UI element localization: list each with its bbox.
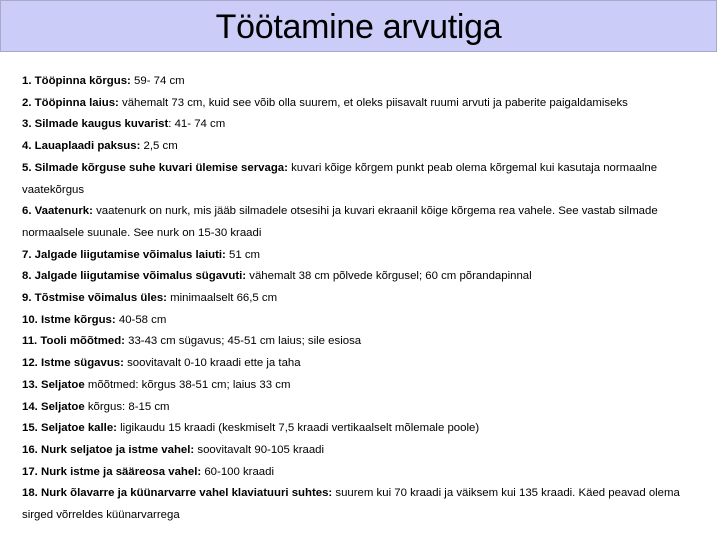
list-item: [22, 288, 708, 310]
item-text: vähemalt 73 cm, kuid see võib olla suurem, et oleks piisavalt ruumi arvuti ja paberite paigaldamiseks: [118, 96, 628, 109]
list-item: [22, 418, 708, 440]
item-text: mõõtmed: kõrgus 38-51 cm; laius 33 cm: [84, 378, 291, 391]
list-item: [22, 353, 708, 375]
item-label: 2. Tööpinna laius:: [22, 96, 119, 109]
item-label: 16. Nurk seljatoe ja istme vahel:: [22, 443, 195, 456]
item-label: 17. Nurk istme ja sääreosa vahel:: [22, 465, 202, 478]
page-title: Töötamine arvutiga: [215, 8, 502, 46]
item-label: 7. Jalgade liigutamise võimalus laiuti:: [22, 248, 226, 261]
item-text: ligikaudu 15 kraadi (keskmiselt 7,5 kraadi vertikaalselt mõlemale poole): [116, 422, 480, 435]
title-bar: [0, 0, 717, 52]
item-label: 14. Seljatoe: [22, 400, 85, 413]
item-label: 8. Jalgade liigutamise võimalus sügavuti:: [22, 270, 247, 283]
item-label: 13. Seljatoe: [22, 378, 85, 391]
list-item: [22, 310, 708, 332]
item-text: kuvari kõige kõrgem punkt peab olema kõrgemal kui kasutaja normaalne vaatekõrgus: [22, 161, 658, 196]
list-item: [22, 158, 708, 201]
item-label: 12. Istme sügavus:: [22, 357, 124, 370]
list-item: [22, 245, 708, 267]
list-item: [22, 397, 708, 419]
item-text: vähemalt 38 cm põlvede kõrgusel; 60 cm põrandapinnal: [246, 270, 532, 283]
item-text: 33-43 cm sügavus; 45-51 cm laius; sile esiosa: [124, 335, 362, 348]
item-text: 59- 74 cm: [130, 75, 185, 87]
list-item: [22, 93, 708, 115]
list-item: [22, 440, 708, 462]
item-label: 11. Tooli mõõtmed:: [22, 335, 125, 348]
item-label: 15. Seljatoe kalle:: [22, 422, 117, 435]
item-label: 5. Silmade kõrguse suhe kuvari ülemise servaga:: [22, 161, 288, 174]
item-text: : 41- 74 cm: [168, 118, 226, 131]
list-item: [22, 136, 708, 158]
list-item: [22, 462, 708, 484]
item-text: suurem kui 70 kraadi ja väiksem kui 135 kraadi. Käed peavad olema sirged võrreldes küünarvarrega: [22, 487, 680, 522]
item-text: 51 cm: [225, 248, 261, 261]
item-text: 2,5 cm: [140, 140, 178, 153]
item-label: 3. Silmade kaugus kuvarist: [22, 118, 169, 131]
item-label: 18. Nurk õlavarre ja küünarvarre vahel klaviatuuri suhtes:: [22, 487, 333, 500]
item-label: 10. Istme kõrgus:: [22, 313, 116, 326]
list-item: [22, 71, 708, 93]
item-label: 1. Tööpinna kõrgus:: [22, 75, 131, 87]
item-text: 40-58 cm: [115, 313, 167, 326]
list-item: [22, 483, 708, 526]
item-text: 60-100 kraadi: [201, 465, 275, 478]
list-item: [22, 201, 708, 244]
item-label: 4. Lauaplaadi paksus:: [22, 140, 141, 153]
item-text: soovitavalt 0-10 kraadi ette ja taha: [123, 357, 301, 370]
list-item: [22, 375, 708, 397]
item-text: minimaalselt 66,5 cm: [166, 292, 278, 305]
requirements-list: [22, 71, 708, 527]
item-label: 9. Tõstmise võimalus üles:: [22, 292, 167, 305]
list-item: [22, 266, 708, 288]
item-label: 6. Vaatenurk:: [22, 205, 93, 218]
item-text: vaatenurk on nurk, mis jääb silmadele otsesihi ja kuvari ekraanil kõige kõrgema rea vahele. See vastab silmade normaalsele suunale. See nurk on 15-30 kraadi: [22, 205, 658, 239]
item-text: kõrgus: 8-15 cm: [84, 400, 170, 413]
item-text: soovitavalt 90-105 kraadi: [194, 443, 325, 456]
list-item: [22, 114, 708, 136]
list-item: [22, 331, 708, 353]
